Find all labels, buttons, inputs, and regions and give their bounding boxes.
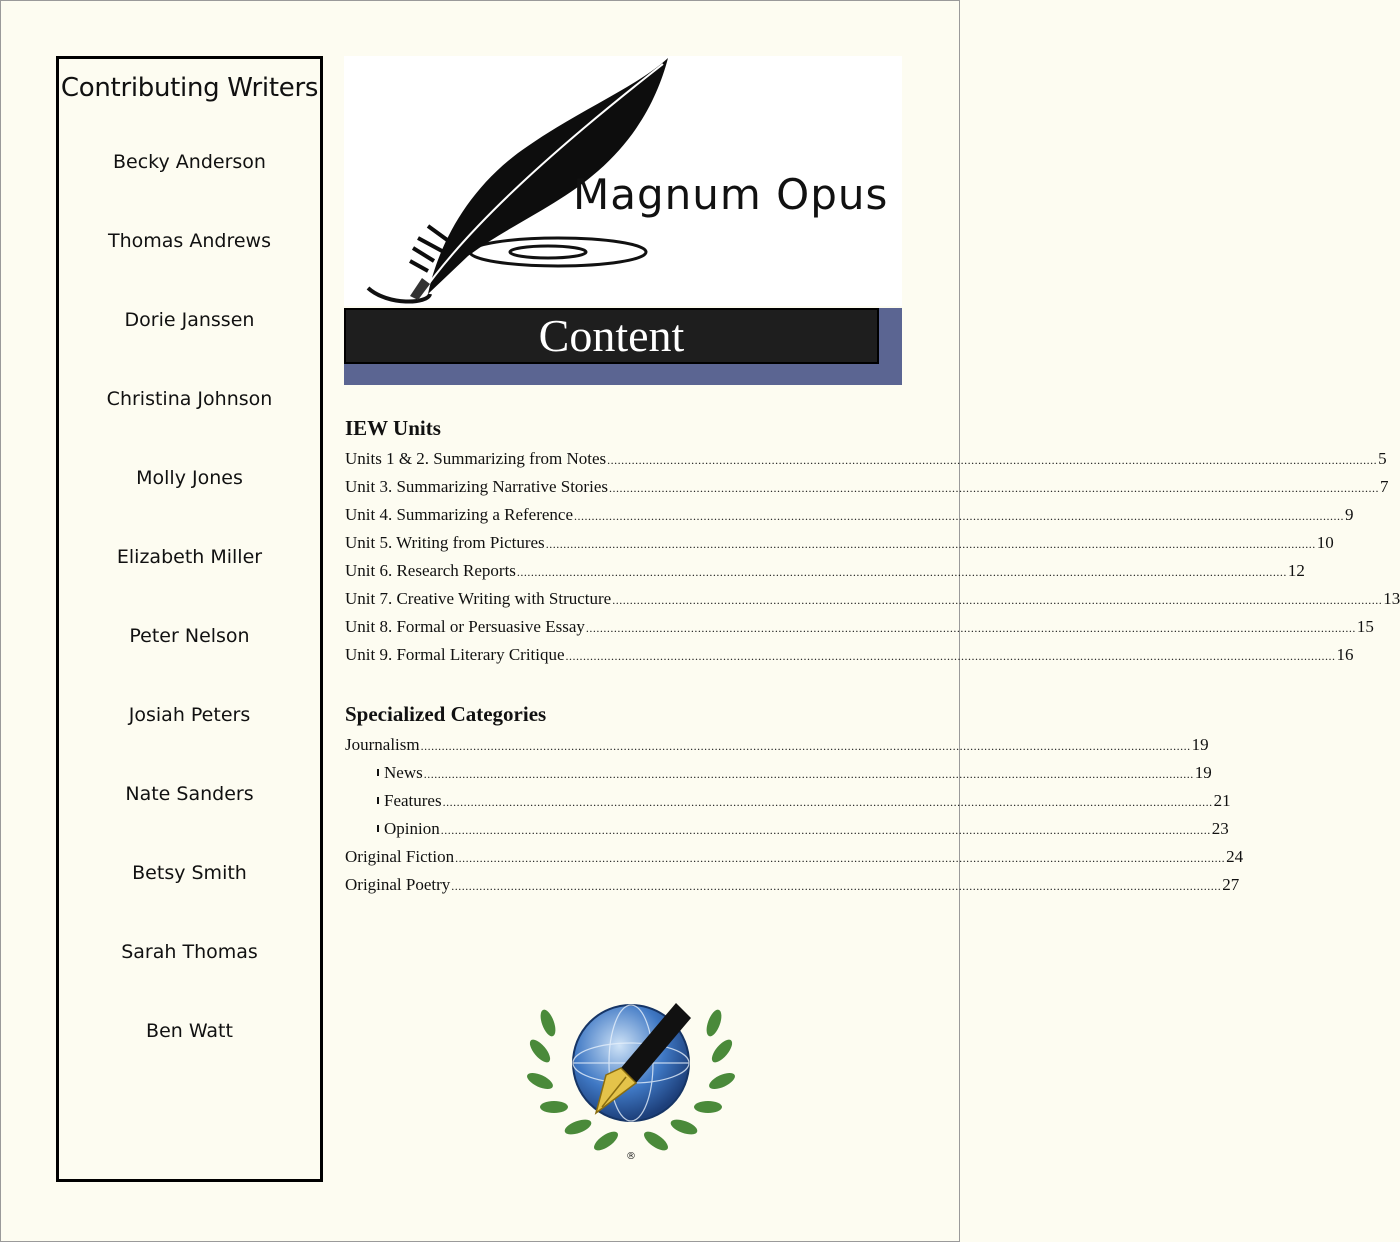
writer-name: Christina Johnson <box>106 388 273 410</box>
dot-leader: ............................................................................................................................................................................................................................ <box>516 565 1287 579</box>
dot-leader: ............................................................................................................................................................................................................................ <box>455 851 1226 865</box>
writer-name: Peter Nelson <box>129 625 250 647</box>
toc-entry-page: 21 <box>1213 791 1231 810</box>
toc-entry-page: 27 <box>1222 875 1240 894</box>
toc-entry <box>345 501 1354 529</box>
writer-name: Thomas Andrews <box>108 230 271 252</box>
toc-entry-page: 12 <box>1287 561 1305 580</box>
toc-section-iew-units <box>345 416 1400 669</box>
toc-entry-label: Features <box>384 791 442 810</box>
toc-entry <box>345 843 1244 871</box>
toc-entry-label: Unit 9. Formal Literary Critique <box>345 645 565 664</box>
toc-entry-label: Unit 5. Writing from Pictures <box>345 533 545 552</box>
square-bullet-icon <box>377 769 379 776</box>
toc-entry <box>345 557 1305 585</box>
toc-entry <box>345 641 1354 669</box>
toc-entry <box>345 759 1212 787</box>
writer-name: Becky Anderson <box>113 151 266 173</box>
toc-entry-label: Unit 4. Summarizing a Reference <box>345 505 574 524</box>
dot-leader: ............................................................................................................................................................................................................................ <box>440 823 1211 837</box>
magnum-opus-logo <box>344 56 902 306</box>
dot-leader: ............................................................................................................................................................................................................................ <box>451 879 1222 893</box>
toc-entry-page: 16 <box>1336 645 1354 664</box>
contributing-writers-sidebar <box>56 56 323 1182</box>
dot-leader: ............................................................................................................................................................................................................................ <box>565 649 1336 663</box>
toc-entry <box>345 445 1387 473</box>
writer-name: Betsy Smith <box>132 862 247 884</box>
toc-entry-page: 24 <box>1226 847 1244 866</box>
writer-name: Elizabeth Miller <box>116 546 263 568</box>
toc-entry-page: 15 <box>1356 617 1374 636</box>
toc-entry <box>345 529 1334 557</box>
writer-name: Nate Sanders <box>125 783 254 805</box>
toc-entry-page: 23 <box>1211 819 1229 838</box>
toc-entry <box>345 815 1229 843</box>
square-bullet-icon <box>377 825 379 832</box>
toc-entry <box>345 731 1209 759</box>
dot-leader: ............................................................................................................................................................................................................................ <box>420 739 1191 753</box>
toc-entry-page: 19 <box>1194 763 1212 782</box>
toc-entry-label: Original Fiction <box>345 847 455 866</box>
dot-leader: ............................................................................................................................................................................................................................ <box>545 537 1316 551</box>
writer-list <box>59 147 320 1095</box>
dot-leader: ............................................................................................................................................................................................................................ <box>442 795 1213 809</box>
writer-name: Molly Jones <box>136 467 243 489</box>
dot-leader: ............................................................................................................................................................................................................................ <box>423 767 1194 781</box>
dot-leader: ............................................................................................................................................................................................................................ <box>585 621 1356 635</box>
toc-entry-page: 7 <box>1379 477 1389 496</box>
writer-name: Josiah Peters <box>128 704 251 726</box>
toc-entry-page: 9 <box>1345 505 1354 524</box>
toc-entry-page: 19 <box>1191 735 1209 754</box>
toc-entry-label: Units 1 & 2. Summarizing from Notes <box>345 449 607 468</box>
content-banner: Content <box>344 308 879 364</box>
toc-entry-label: Journalism <box>345 735 420 754</box>
writer-name: Sarah Thomas <box>121 941 258 963</box>
logo-text: Magnum Opus <box>573 170 889 219</box>
toc-entry-page: 10 <box>1316 533 1334 552</box>
toc-entry-page: 13 <box>1383 589 1400 608</box>
toc-entry <box>345 613 1374 641</box>
dot-leader: ............................................................................................................................................................................................................................ <box>608 481 1379 495</box>
toc-entry <box>345 787 1231 815</box>
toc-entry-label: Unit 3. Summarizing Narrative Stories <box>345 477 608 496</box>
globe-fountain-pen-laurel-icon <box>526 993 736 1163</box>
toc-entry-label: Unit 8. Formal or Persuasive Essay <box>345 617 585 636</box>
dot-leader: ............................................................................................................................................................................................................................ <box>612 593 1383 607</box>
square-bullet-icon <box>377 797 379 804</box>
toc-entry-label: Original Poetry <box>345 875 451 894</box>
toc-section-specialized-categories <box>345 702 1244 899</box>
toc-entry <box>345 585 1400 613</box>
toc-heading: IEW Units <box>345 416 441 440</box>
toc-entry <box>345 871 1240 899</box>
toc-entry <box>345 473 1389 501</box>
toc-entry-label: Unit 6. Research Reports <box>345 561 516 580</box>
toc-entry-label: News <box>384 763 423 782</box>
dot-leader: ............................................................................................................................................................................................................................ <box>574 509 1345 523</box>
sidebar-title: Contributing Writers <box>60 73 319 103</box>
writer-name: Dorie Janssen <box>124 309 255 331</box>
toc-entry-page: 5 <box>1378 449 1387 468</box>
toc-entry-label: Unit 7. Creative Writing with Structure <box>345 589 612 608</box>
dot-leader: ............................................................................................................................................................................................................................ <box>607 453 1378 467</box>
writer-name: Ben Watt <box>146 1020 233 1042</box>
registered-mark: ® <box>626 1151 636 1162</box>
toc-heading: Specialized Categories <box>345 702 547 726</box>
toc-entry-label: Opinion <box>384 819 440 838</box>
